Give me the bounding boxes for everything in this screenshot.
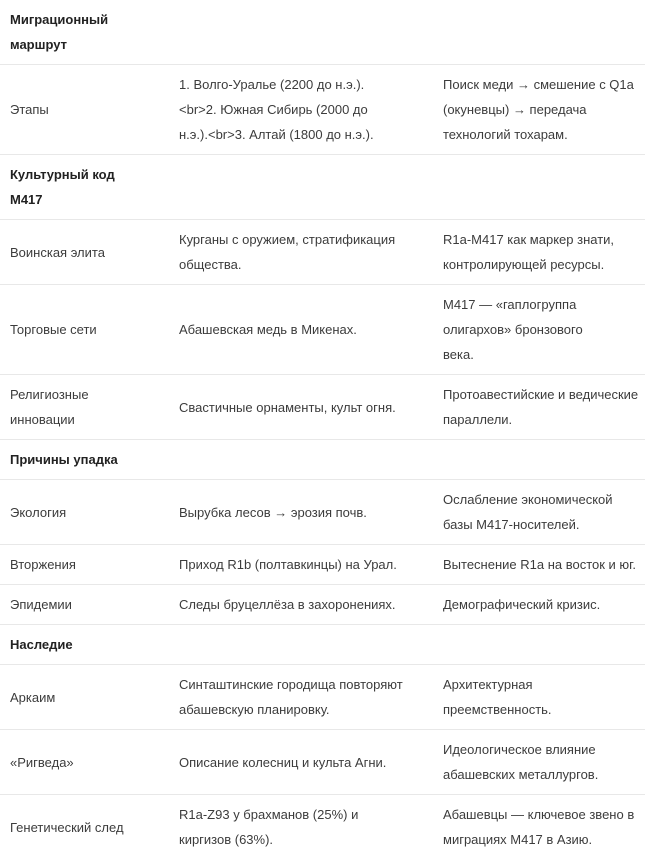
row-interpretation: Абашевцы — ключевое звено в миграциях M417 в Азию. <box>433 795 645 859</box>
row-interpretation: Идеологическое влияние абашевских металлургов. <box>433 730 645 795</box>
section-row <box>0 440 645 480</box>
table-row <box>0 375 645 440</box>
row-label: Торговые сети <box>0 285 169 375</box>
table-row <box>0 65 645 155</box>
row-description: Описание колесниц и культа Агни. <box>169 730 433 795</box>
row-interpretation: Вытеснение R1a на восток и юг. <box>433 545 645 585</box>
section-title: Культурный код M417 <box>0 155 169 220</box>
row-label: Религиозные инновации <box>0 375 169 440</box>
section-title: Наследие <box>0 625 169 665</box>
section-row <box>0 0 645 65</box>
table-row <box>0 795 645 859</box>
row-description: Синташтинские городища повторяют абашевскую планировку. <box>169 665 433 730</box>
row-label: Аркаим <box>0 665 169 730</box>
row-label: «Ригведа» <box>0 730 169 795</box>
table-row <box>0 220 645 285</box>
row-label: Воинская элита <box>0 220 169 285</box>
table-row <box>0 285 645 375</box>
section-row <box>0 155 645 220</box>
row-interpretation: Поиск меди → смешение с Q1a (окуневцы) → передача технологий тохарам. <box>433 65 645 155</box>
row-description: Приход R1b (полтавкинцы) на Урал. <box>169 545 433 585</box>
section-row <box>0 625 645 665</box>
row-interpretation: Ослабление экономической базы M417-носителей. <box>433 480 645 545</box>
table-row <box>0 480 645 545</box>
row-label: Генетический след <box>0 795 169 859</box>
row-description: Свастичные орнаменты, культ огня. <box>169 375 433 440</box>
row-interpretation: Архитектурная преемственность. <box>433 665 645 730</box>
section-title: Миграционный маршрут <box>0 0 169 65</box>
table-row <box>0 665 645 730</box>
row-interpretation: M417 — «гаплогруппа олигархов» бронзового века. <box>433 285 645 375</box>
row-description: Следы бруцеллёза в захоронениях. <box>169 585 433 625</box>
row-label: Этапы <box>0 65 169 155</box>
row-description: Курганы с оружием, стратификация общества. <box>169 220 433 285</box>
row-description: Вырубка лесов → эрозия почв. <box>169 480 433 545</box>
table-row <box>0 730 645 795</box>
table-row <box>0 545 645 585</box>
row-label: Вторжения <box>0 545 169 585</box>
table-row <box>0 585 645 625</box>
row-label: Экология <box>0 480 169 545</box>
row-interpretation: R1a-M417 как маркер знати, контролирующей ресурсы. <box>433 220 645 285</box>
row-description: 1. Волго-Уралье (2200 до н.э.).<br>2. Южная Сибирь (2000 до н.э.).<br>3. Алтай (1800 до н.э.). <box>169 65 433 155</box>
row-description: Абашевская медь в Микенах. <box>169 285 433 375</box>
row-description: R1a-Z93 у брахманов (25%) и киргизов (63%). <box>169 795 433 859</box>
row-label: Эпидемии <box>0 585 169 625</box>
row-interpretation: Протоавестийские и ведические параллели. <box>433 375 645 440</box>
section-title: Причины упадка <box>0 440 169 480</box>
row-interpretation: Демографический кризис. <box>433 585 645 625</box>
